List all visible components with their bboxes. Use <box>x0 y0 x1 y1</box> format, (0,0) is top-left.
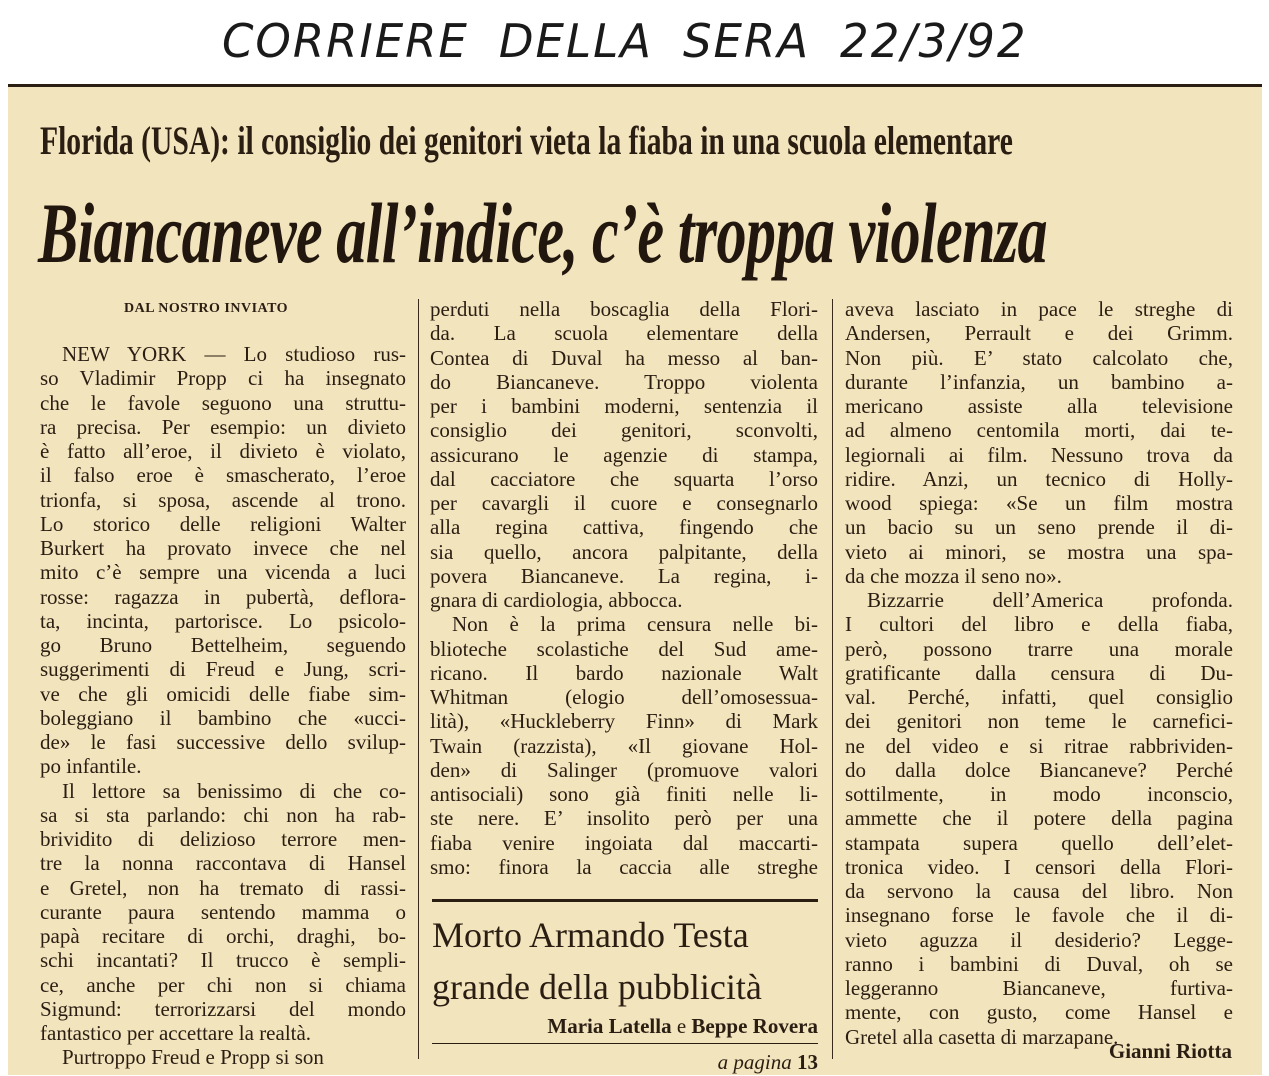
article-text-line: mito c’è sempre una vicenda a luci <box>40 560 406 585</box>
article-text-line: antisociali) sono già finiti nelle li- <box>430 782 818 806</box>
article-text-line: ranno i bambini di Duval, oh se <box>845 951 1233 976</box>
article-text-line: assicurano le agenzie di stampa, <box>430 442 818 467</box>
article-text-line: Gretel alla casetta di marzapane. <box>845 1024 1119 1049</box>
article-text-line: Lo storico delle religioni Walter <box>40 511 406 536</box>
article-column-2 <box>430 297 818 879</box>
article-text-line: rosse: ragazza in pubertà, deflora- <box>40 584 406 609</box>
newspaper-clipping <box>8 84 1262 1075</box>
teaser-top-rule <box>432 899 818 902</box>
article-text-line: da. La scuola elementare della <box>430 321 818 346</box>
article-text-line: NEW YORK — Lo studioso rus- <box>62 342 406 366</box>
article-text-line: consiglio dei genitori, sconvolti, <box>430 418 818 443</box>
dateline-label: DAL NOSTRO INVIATO <box>124 301 289 316</box>
article-text-line: è fatto all’eroe, il divieto è violato, <box>40 439 406 463</box>
teaser-conjunction: e <box>676 1014 687 1038</box>
article-text-line: Contea di Duval ha messo al ban- <box>430 345 818 370</box>
page-number: 13 <box>797 1050 818 1074</box>
article-text-line: ridire. Anzi, un tecnico di Holly- <box>845 466 1233 491</box>
article-text-line: blioteche scolastiche del Sud ame- <box>430 636 818 661</box>
article-text-line: sa si sta parlando: chi non ha rab- <box>40 802 406 827</box>
article-text-line: Twain (razzista), «Il giovane Hol- <box>430 733 818 758</box>
article-text-line: gratificante dalla censura di Du- <box>845 660 1233 685</box>
article-text-line: tre la nonna raccontava di Hansel <box>40 851 406 876</box>
article-text-line: da servono la causa del libro. Non <box>845 879 1233 903</box>
article-text-line: brividito di delizioso terrore men- <box>40 827 406 851</box>
article-text-line: legiornali ai film. Nessuno trova da <box>845 442 1233 467</box>
article-text-line: Andersen, Perrault e dei Grimm. <box>845 321 1233 346</box>
article-text-line: che le favole seguono una struttu- <box>40 390 406 415</box>
article-text-line: I cultori del libro e della fiaba, <box>845 612 1233 637</box>
column-divider <box>418 299 419 1059</box>
article-text-line: tronica video. I censori della Flori- <box>845 854 1233 879</box>
article-text-line: val. Perché, infatti, quel consiglio <box>845 685 1233 709</box>
column-divider <box>832 299 833 1059</box>
teaser-author-2: Beppe Rovera <box>691 1014 818 1038</box>
article-column-3 <box>845 297 1233 1049</box>
article-text-line: ra precisa. Per esempio: un divieto <box>40 414 406 439</box>
article-text-line: do dalla dolce Biancaneve? Perché <box>845 757 1233 782</box>
article-text-line: curante paura sentendo mamma o <box>40 899 406 924</box>
article-text-line: per i bambini moderni, sentenzia il <box>430 394 818 418</box>
article-text-line: ne del video e si ritrae rabbrividen- <box>845 733 1233 758</box>
article-column-1 <box>40 342 406 1070</box>
article-text-line: Non è la prima censura nelle bi- <box>452 612 818 637</box>
article-text-line: suggerimenti di Freud e Jung, scri- <box>40 657 406 682</box>
article-text-line: boleggiano il bambino che «ucci- <box>40 705 406 730</box>
article-text-line: mente, con gusto, come Hansel e <box>845 1000 1233 1025</box>
article-text-line: per cavargli il cuore e consegnarlo <box>430 491 818 515</box>
article-text-line: fiaba venire ingoiata dal maccarti- <box>430 830 818 855</box>
article-text-line: durante l’infanzia, un bambino a- <box>845 369 1233 394</box>
article-text-line: il falso eroe è smascherato, l’eroe <box>40 463 406 488</box>
article-text-line: den» di Salinger (promuove valori <box>430 757 818 782</box>
article-text-line: Burkert ha provato invece che nel <box>40 536 406 560</box>
article-text-line: sottilmente, in modo inconscio, <box>845 782 1233 806</box>
article-text-line: ce, anche per chi non si chiama <box>40 972 406 997</box>
article-text-line: dei genitori non teme le carnefici- <box>845 709 1233 734</box>
article-text-line: mericano assiste alla televisione <box>845 394 1233 418</box>
article-text-line: so Vladimir Propp ci ha insegnato <box>40 366 406 391</box>
article-text-line: e Gretel, non ha tremato di rassi- <box>40 875 406 900</box>
article-text-line: ammette che il potere della pagina <box>845 806 1233 831</box>
article-text-line: Sigmund: terrorizzarsi del mondo <box>40 996 406 1021</box>
article-text-line: ricano. Il bardo nazionale Walt <box>430 660 818 685</box>
teaser-page-reference <box>432 1050 818 1075</box>
handwritten-source-note: CORRIERE DELLA SERA 22/3/92 <box>222 14 1028 68</box>
article-text-line: trionfa, si sposa, ascende al trono. <box>40 487 406 512</box>
article-text-line: perduti nella boscaglia della Flori- <box>430 297 818 321</box>
article-text-line: ad almeno centomila morti, dai te- <box>845 418 1233 443</box>
article-text-line: gnara di cardiologia, abbocca. <box>430 588 683 612</box>
article-text-line: vieto ai minori, se mostra una spa- <box>845 539 1233 564</box>
article-text-line: Purtroppo Freud e Propp si son <box>62 1045 324 1070</box>
article-text-line: go Bruno Bettelheim, seguendo <box>40 633 406 657</box>
teaser-title-line-1: Morto Armando Testa <box>432 915 749 955</box>
article-text-line: un bacio su un seno prende il di- <box>845 515 1233 540</box>
page-label: a pagina <box>717 1050 792 1074</box>
main-headline: Biancaneve all’indice, c’è troppa violenza <box>38 185 1047 281</box>
teaser-author-1: Maria Latella <box>547 1014 672 1038</box>
article-text-line: povera Biancaneve. La regina, i- <box>430 563 818 588</box>
article-text-line: smo: finora la caccia alle streghe <box>430 854 818 879</box>
article-text-line: ste nere. E’ insolito però per una <box>430 806 818 831</box>
article-text-line: stampata supera quello dell’elet- <box>845 830 1233 855</box>
article-text-line: da che mozza il seno no». <box>845 563 1062 588</box>
article-text-line: Bizzarrie dell’America profonda. <box>867 588 1233 612</box>
article-text-line: lità), «Huckleberry Finn» di Mark <box>430 709 818 734</box>
article-text-line: vieto aguzza il desiderio? Legge- <box>845 927 1233 952</box>
article-text-line: wood spiega: «Se un film mostra <box>845 491 1233 515</box>
article-text-line: insegnano forse le favole che il di- <box>845 903 1233 928</box>
article-text-line: leggeranno Biancaneve, furtiva- <box>845 976 1233 1000</box>
article-text-line: de» le fasi successive dello svilup- <box>40 730 406 754</box>
article-text-line: Il lettore sa benissimo di che co- <box>62 778 406 803</box>
article-text-line: ta, incinta, partorisce. Lo psicolo- <box>40 608 406 633</box>
article-text-line: Whitman (elogio dell’omosessua- <box>430 685 818 709</box>
article-text-line: ve che gli omicidi delle fiabe sim- <box>40 681 406 706</box>
article-text-line: alla regina cattiva, fingendo che <box>430 515 818 540</box>
article-text-line: però, possono trarre una morale <box>845 636 1233 661</box>
article-text-line: sia quello, ancora palpitante, della <box>430 539 818 564</box>
article-text-line: po infantile. <box>40 754 142 779</box>
article-text-line: schi incantati? Il trucco è sempli- <box>40 948 406 973</box>
teaser-title-line-2: grande della pubblicità <box>432 967 762 1007</box>
article-text-line: Non più. E’ stato calcolato che, <box>845 345 1233 370</box>
article-text-line: aveva lasciato in pace le streghe di <box>845 297 1233 321</box>
article-text-line: do Biancaneve. Troppo violenta <box>430 369 818 394</box>
kicker-headline: Florida (USA): il consiglio dei genitori vieta la fiaba in una scuola elementare <box>40 118 1013 163</box>
article-text-line: fantastico per accettare la realtà. <box>40 1021 312 1045</box>
article-text-line: dal cacciatore che squarta l’orso <box>430 466 818 491</box>
article-author: Gianni Riotta <box>1108 1039 1232 1063</box>
teaser-authors <box>432 1014 818 1044</box>
article-text-line: papà recitare di orchi, draghi, bo- <box>40 924 406 948</box>
related-article-teaser <box>432 899 818 1075</box>
